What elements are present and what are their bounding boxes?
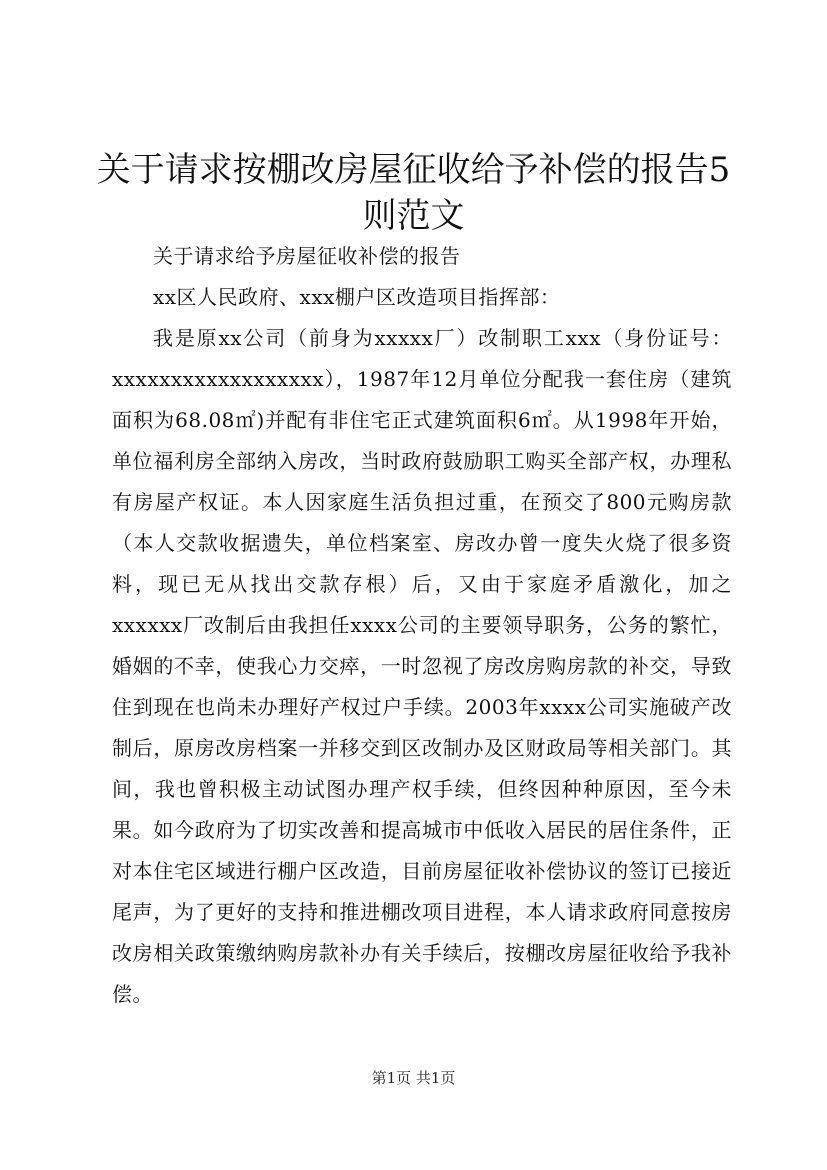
document-body: [112, 236, 732, 1015]
body-paragraph: 我是原xx公司（前身为xxxxx厂）改制职工xxx（身份证号：xxxxxxxxxxxxxxxxxx），1987年12月单位分配我一套住房（建筑面积为68.08㎡)并配有非住宅正式建筑面积6㎡。从1998年开始，单位福利房全部纳入房改，当时政府鼓励职工购买全部产权，办理私有房屋产权证。本人因家庭生活负担过重，在预交了800元购房款（本人交款收据遗失，单位档案室、房改办曾一度失火烧了很多资料，现已无从找出交款存根）后，又由于家庭矛盾激化，加之xxxxxx厂改制后由我担任xxxx公司的主要领导职务，公务的繁忙，婚姻的不幸，使我心力交瘁，一时忽视了房改房购房款的补交，导致住到现在也尚未办理好产权过户手续。2003年xxxx公司实施破产改制后，原房改房档案一并移交到区改制办及区财政局等相关部门。其间，我也曾积极主动试图办理产权手续，但终因种种原因，至今未果。如今政府为了切实改善和提高城市中低收入居民的居住条件，正对本住宅区域进行棚户区改造，目前房屋征收补偿协议的签订已接近尾声，为了更好的支持和推进棚改项目进程，本人请求政府同意按房改房相关政策缴纳购房款补办有关手续后，按棚改房屋征收给予我补偿。: [112, 326, 732, 1006]
page-footer: 第1页 共1页: [371, 1069, 456, 1087]
document-title: 关于请求按棚改房屋征收给予补偿的报告5则范文: [96, 150, 731, 236]
addressee-line: xx区人民政府、xxx棚户区改造项目指挥部：: [153, 285, 561, 309]
report-subtitle: 关于请求给予房屋征收补偿的报告: [153, 244, 461, 268]
